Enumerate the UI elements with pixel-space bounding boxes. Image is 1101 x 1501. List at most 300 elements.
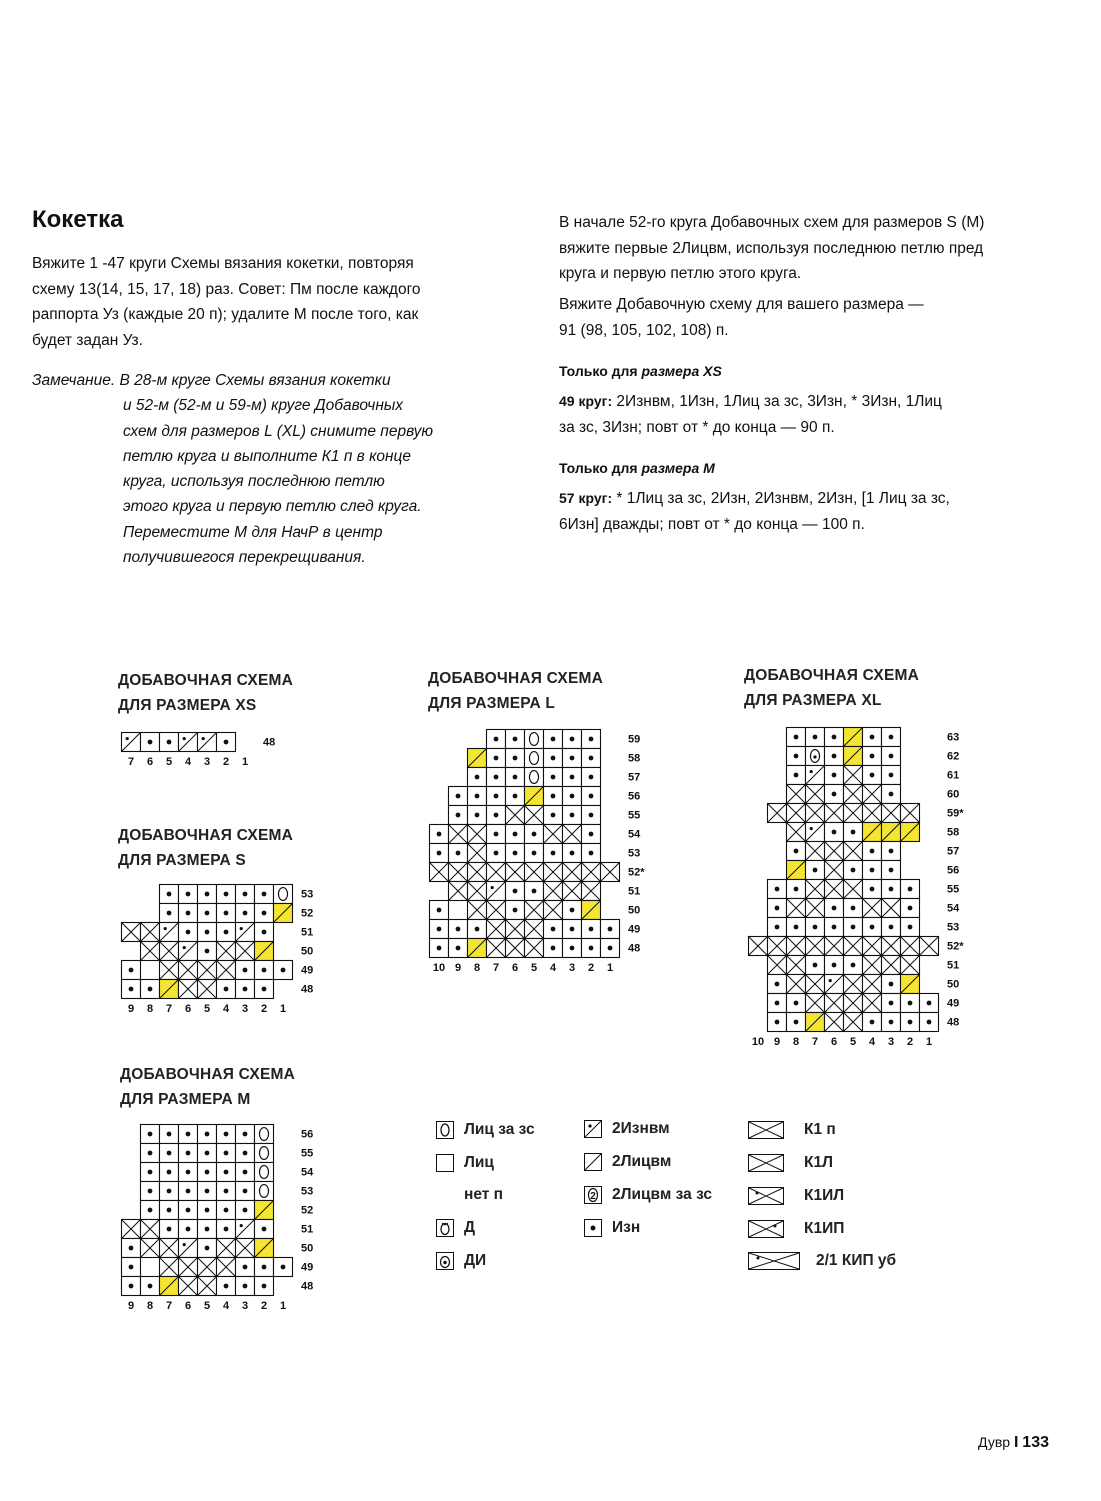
purl-dot [205, 930, 210, 935]
purl-dot [243, 892, 248, 897]
row-number: 55 [301, 1147, 314, 1160]
purl-dot [494, 832, 499, 837]
purl-dot [832, 925, 837, 930]
purl-dot [205, 911, 210, 916]
section-heading: Кокетка [32, 206, 124, 233]
cable-k1-icon [748, 1121, 784, 1139]
legend-label: К1ИП [804, 1220, 845, 1237]
left-para-line: Вяжите 1 -47 круги Схемы вязания кокетки, повторяя [32, 255, 414, 272]
purl-dot [851, 963, 856, 968]
legend-k2tog-tbl [584, 1186, 712, 1204]
chart-xs-title [118, 668, 293, 718]
purl-dot [224, 1151, 229, 1156]
left-paragraph [32, 251, 421, 353]
purl-dot [870, 773, 875, 778]
purl-dot [794, 1020, 799, 1025]
footer-separator: I [1013, 1434, 1019, 1451]
purl-dot [148, 1132, 153, 1137]
purl-dot [475, 813, 480, 818]
purl-dot [224, 911, 229, 916]
purl-dot [589, 813, 594, 818]
note-line: получившегося перекрещивания. [123, 549, 366, 567]
xs-instructions [559, 389, 942, 440]
purl-dot [832, 963, 837, 968]
purl-dot [205, 892, 210, 897]
purl-dot [513, 908, 518, 913]
row-number: 54 [301, 1166, 314, 1179]
purl-dot [186, 1208, 191, 1213]
row-number: 49 [947, 997, 960, 1010]
purl-dot [205, 1227, 210, 1232]
purl-dot [224, 930, 229, 935]
chart-title-line: ДОБАВОЧНАЯ СХЕМА [120, 1066, 296, 1083]
legend-label: К1 п [804, 1121, 836, 1138]
purl-dot [608, 927, 613, 932]
purl-dot [775, 1001, 780, 1006]
legend-k2tog [584, 1153, 671, 1171]
chart-m-title [120, 1062, 295, 1112]
row-number: 51 [301, 1223, 314, 1236]
right-para-line: вяжите первые 2Лицвм, используя последнюю петлю пред [559, 239, 984, 257]
row-number: 50 [628, 904, 641, 917]
row-number: 50 [301, 945, 314, 958]
decrease-dot [810, 770, 813, 773]
purl-dot [148, 740, 153, 745]
legend-label: 2Лицвм за зс [612, 1186, 713, 1203]
m-round-label: 57 круг: [559, 490, 613, 506]
xs-line: 2Изнвм, 1Изн, 1Лиц за зс, 3Изн, * 3Изн, 1Лиц [612, 393, 942, 410]
purl-dot [494, 813, 499, 818]
purl-dot [851, 868, 856, 873]
row-number: 48 [301, 1280, 314, 1293]
row-number: 52 [301, 907, 314, 920]
column-number: 1 [606, 962, 614, 974]
purl-dot [205, 949, 210, 954]
purl-dot [813, 963, 818, 968]
purl-dot [908, 1020, 913, 1025]
chart-title-line: ДОБАВОЧНАЯ СХЕМА [118, 827, 294, 844]
column-number: 3 [568, 962, 576, 974]
purl-dot [589, 737, 594, 742]
column-number: 4 [222, 1003, 230, 1015]
purl-dot [186, 1227, 191, 1232]
chart-title-line: ДЛЯ РАЗМЕРА XL [744, 692, 882, 709]
row-number: 48 [628, 942, 641, 955]
cable-purl-right-icon [748, 1220, 784, 1238]
row-number: 63 [947, 731, 960, 744]
column-number: 7 [811, 1036, 819, 1048]
purl-dot [243, 1265, 248, 1270]
purl-dot [532, 851, 537, 856]
purl-dot [870, 1020, 875, 1025]
column-number: 8 [473, 962, 481, 974]
purl-dot [870, 887, 875, 892]
purl-dot [186, 1132, 191, 1137]
purl-dot [224, 1227, 229, 1232]
purl-dot [475, 794, 480, 799]
purl-dot [205, 1132, 210, 1137]
purl-dot [813, 868, 818, 873]
purl-dot [494, 775, 499, 780]
purl-dot [456, 794, 461, 799]
column-number: 5 [849, 1036, 857, 1048]
legend-p2tog [584, 1120, 670, 1138]
purl-dot [129, 1284, 134, 1289]
row-number: 50 [301, 1242, 314, 1255]
purl-dot [608, 946, 613, 951]
purl-dot [551, 756, 556, 761]
note-line: Переместите М для НачР в центр [123, 523, 383, 541]
column-number: 7 [165, 1300, 173, 1312]
purl-dot [129, 968, 134, 973]
purl-dot [437, 927, 442, 932]
row-number: 52 [301, 1204, 314, 1217]
purl-dot [243, 968, 248, 973]
column-number: 3 [887, 1036, 895, 1048]
chart-xs-grid [120, 731, 290, 773]
m-line: * 1Лиц за зс, 2Изн, 2Изнвм, 2Изн, [1 Лиц за зс, [612, 490, 950, 507]
row-number: 53 [301, 1185, 314, 1198]
legend-no-stitch [436, 1186, 503, 1204]
purl-dot [832, 754, 837, 759]
column-number: 1 [241, 756, 249, 768]
purl-dot [167, 1189, 172, 1194]
purl-dot [851, 906, 856, 911]
purl-dot [224, 1132, 229, 1137]
legend-label: 2Лицвм [612, 1153, 672, 1170]
purl-dot [870, 849, 875, 854]
svg-text:2: 2 [590, 1191, 596, 1202]
purl-dot [167, 911, 172, 916]
cable-2-1-icon [748, 1252, 800, 1270]
purl-dot [205, 1170, 210, 1175]
purl-dot [262, 892, 267, 897]
purl-dot [167, 892, 172, 897]
purl-dot [794, 887, 799, 892]
row-number: 62 [947, 750, 960, 763]
page-number: 133 [1022, 1434, 1049, 1451]
purl-dot [148, 987, 153, 992]
xs-subheading [559, 363, 722, 379]
row-number: 55 [947, 883, 960, 896]
purl-dot [167, 740, 172, 745]
purl-dot [551, 927, 556, 932]
purl-dot [794, 773, 799, 778]
decrease-dot [183, 737, 186, 740]
row-number: 51 [301, 926, 314, 939]
purl-dot [813, 735, 818, 740]
purl-dot [889, 773, 894, 778]
xs-line: за зс, 3Изн; повт от * до конца — 90 п. [559, 418, 835, 436]
purl-dot [243, 1132, 248, 1137]
decrease-dot [240, 927, 243, 930]
row-number: 54 [628, 828, 641, 841]
column-number: 4 [549, 962, 557, 974]
chart-title-line: ДОБАВОЧНАЯ СХЕМА [118, 672, 294, 689]
purl-dot [494, 756, 499, 761]
purl-dot [513, 775, 518, 780]
purl-dot [243, 1151, 248, 1156]
legend-label: 2Изнвм [612, 1120, 670, 1137]
row-number: 53 [628, 847, 641, 860]
purl-dot [262, 1265, 267, 1270]
purl-dot [927, 1001, 932, 1006]
chart-xl-title [744, 663, 919, 713]
purl-dot [870, 868, 875, 873]
decrease-dot [810, 827, 813, 830]
purl-dot [186, 911, 191, 916]
column-number: 6 [146, 756, 154, 768]
purl-dot [889, 849, 894, 854]
m-subheading-size: размера M [641, 460, 715, 476]
purl-dot [437, 908, 442, 913]
purl-dot [589, 794, 594, 799]
purl-dot [148, 1151, 153, 1156]
column-number: 2 [906, 1036, 914, 1048]
purl-dot [775, 982, 780, 987]
purl-dot [281, 1265, 286, 1270]
purl-dot [513, 889, 518, 894]
purl-dot [205, 1189, 210, 1194]
row-number: 59* [947, 807, 964, 820]
row-number: 59 [628, 733, 641, 746]
column-number: 5 [165, 756, 173, 768]
right-para-line: Вяжите Добавочную схему для вашего размера — [559, 296, 924, 313]
row-number: 57 [628, 771, 641, 784]
column-number: 6 [184, 1003, 192, 1015]
row-number: 49 [628, 923, 641, 936]
purl-dot [129, 1246, 134, 1251]
column-number: 7 [165, 1003, 173, 1015]
purl-dot [551, 851, 556, 856]
row-number: 61 [947, 769, 960, 782]
purl-dot [889, 1001, 894, 1006]
row-number: 58 [947, 826, 960, 839]
purl-dot [813, 755, 816, 758]
column-number: 2 [260, 1300, 268, 1312]
knit-2-tog-icon [584, 1153, 602, 1171]
purl-dot [224, 740, 229, 745]
knit-tbl-icon [436, 1121, 454, 1139]
purl-dot [775, 887, 780, 892]
purl-dot [551, 775, 556, 780]
column-number: 6 [511, 962, 519, 974]
right-para-line: круга и первую петлю этого круга. [559, 265, 802, 282]
purl-dot [570, 908, 575, 913]
legend-label: Лиц [464, 1154, 494, 1171]
increase-icon [436, 1219, 454, 1237]
column-number: 1 [279, 1003, 287, 1015]
purl-dot [148, 1170, 153, 1175]
row-number: 60 [947, 788, 960, 801]
purl-dot [908, 925, 913, 930]
purl-dot [148, 1208, 153, 1213]
purl-dot [167, 1227, 172, 1232]
purl-dot [532, 889, 537, 894]
decrease-dot [183, 946, 186, 949]
purl-dot [224, 892, 229, 897]
column-number: 4 [868, 1036, 876, 1048]
purl-dot [148, 1189, 153, 1194]
purl-dot [551, 794, 556, 799]
column-number: 5 [203, 1003, 211, 1015]
purl-dot [589, 851, 594, 856]
column-number: 9 [127, 1003, 135, 1015]
purl-dot [494, 794, 499, 799]
purl-dot [813, 925, 818, 930]
footer-text: Дувр [978, 1434, 1011, 1450]
note-line: Замечание. В 28-м круге Схемы вязания кокетки [32, 372, 391, 389]
legend-label: К1ИЛ [804, 1187, 845, 1204]
purl-dot [794, 925, 799, 930]
purl-dot [889, 1020, 894, 1025]
column-number: 4 [222, 1300, 230, 1312]
legend-label: Д [464, 1219, 476, 1236]
purl-dot [513, 756, 518, 761]
legend-inc-purl [436, 1252, 486, 1270]
purl-dot [224, 1189, 229, 1194]
purl-dot [475, 775, 480, 780]
legend-label: Лиц за зс [464, 1121, 535, 1138]
purl-dot [551, 946, 556, 951]
purl-dot [456, 813, 461, 818]
row-number: 49 [301, 1261, 314, 1274]
purl-dot [456, 946, 461, 951]
legend-cross-left [748, 1154, 833, 1172]
purl-dot [186, 1151, 191, 1156]
decrease-dot [829, 979, 832, 982]
purl-dot [186, 930, 191, 935]
purl-dot [870, 754, 875, 759]
legend-cross-2-1 [748, 1252, 896, 1270]
purl-dot [456, 851, 461, 856]
purl-dot [775, 925, 780, 930]
purl-dot [889, 735, 894, 740]
left-para-line: раппорта Уз (каждые 20 п); удалите М после того, как [32, 306, 419, 323]
purl-dot [889, 754, 894, 759]
purl-dot [262, 1227, 267, 1232]
purl-dot [513, 794, 518, 799]
purl-dot [167, 1151, 172, 1156]
legend-cross-purl-right [748, 1220, 844, 1238]
row-number: 52* [947, 940, 964, 953]
legend-label: Изн [612, 1219, 641, 1236]
purl-dot [570, 794, 575, 799]
column-number: 9 [454, 962, 462, 974]
m-instructions [559, 486, 950, 537]
purl-dot [589, 756, 594, 761]
column-number: 8 [792, 1036, 800, 1048]
row-number: 52* [628, 866, 645, 879]
chart-xl-grid [747, 726, 972, 1056]
legend-label: К1Л [804, 1154, 833, 1171]
right-para-line: 91 (98, 105, 102, 108) п. [559, 321, 729, 339]
purl-dot [494, 851, 499, 856]
column-number: 4 [184, 756, 192, 768]
purl-dot [589, 927, 594, 932]
purl-dot [832, 830, 837, 835]
no-stitch-icon [436, 1186, 454, 1204]
purl-dot [570, 851, 575, 856]
purl-dot [513, 851, 518, 856]
purl-dot [851, 925, 856, 930]
right-paragraph-2 [559, 292, 924, 343]
column-number: 1 [925, 1036, 933, 1048]
purl-dot [437, 832, 442, 837]
decrease-dot [491, 886, 494, 889]
left-para-line: схему 13(14, 15, 17, 18) раз. Совет: Пм после каждого [32, 280, 421, 298]
column-number: 6 [830, 1036, 838, 1048]
chart-s-grid [120, 883, 320, 1018]
row-number: 57 [947, 845, 960, 858]
row-number: 55 [628, 809, 641, 822]
chart-title-line: ДОБАВОЧНАЯ СХЕМА [428, 670, 604, 687]
decrease-dot [240, 1224, 243, 1227]
purl-dot [589, 946, 594, 951]
page-footer [978, 1434, 1049, 1452]
column-number: 2 [260, 1003, 268, 1015]
purl-dot [794, 735, 799, 740]
purl-dot [889, 868, 894, 873]
row-number: 51 [628, 885, 641, 898]
right-paragraph-1 [559, 210, 984, 287]
row-number: 56 [301, 1128, 314, 1141]
decrease-dot [164, 927, 167, 930]
legend-cross-purl-left [748, 1187, 844, 1205]
column-number: 3 [203, 756, 211, 768]
chart-title-line: ДОБАВОЧНАЯ СХЕМА [744, 667, 920, 684]
purl-dot [832, 906, 837, 911]
legend-label: 2/1 КИП уб [816, 1252, 897, 1269]
purl-dot [224, 1284, 229, 1289]
purl-dot [794, 754, 799, 759]
column-number: 3 [241, 1300, 249, 1312]
purl-dot [832, 792, 837, 797]
row-number: 48 [263, 736, 276, 749]
purl-dot [205, 1151, 210, 1156]
purl-dot [570, 737, 575, 742]
purl-dot [224, 1208, 229, 1213]
purl-dot [224, 1170, 229, 1175]
column-number: 10 [432, 962, 446, 974]
purl-dot [243, 1284, 248, 1289]
purl-dot [927, 1020, 932, 1025]
cable-left-icon [748, 1154, 784, 1172]
chart-l-grid [428, 728, 650, 978]
column-number: 5 [530, 962, 538, 974]
column-number: 10 [751, 1036, 765, 1048]
purl-dot [889, 982, 894, 987]
row-number: 58 [628, 752, 641, 765]
purl-dot [243, 1170, 248, 1175]
legend-label: нет п [464, 1186, 504, 1203]
legend-label: ДИ [464, 1252, 487, 1269]
row-number: 53 [301, 888, 314, 901]
purl-dot [437, 851, 442, 856]
purl-dot [589, 832, 594, 837]
column-number: 5 [203, 1300, 211, 1312]
legend-cross-1 [748, 1121, 836, 1139]
xs-round-label: 49 круг: [559, 393, 613, 409]
purl-dot [570, 946, 575, 951]
row-number: 51 [947, 959, 960, 972]
purl-dot [186, 1170, 191, 1175]
purl-dot [794, 1001, 799, 1006]
legend-purl [584, 1219, 640, 1237]
purl-dot [870, 735, 875, 740]
column-number: 7 [492, 962, 500, 974]
purl-dot [167, 1132, 172, 1137]
